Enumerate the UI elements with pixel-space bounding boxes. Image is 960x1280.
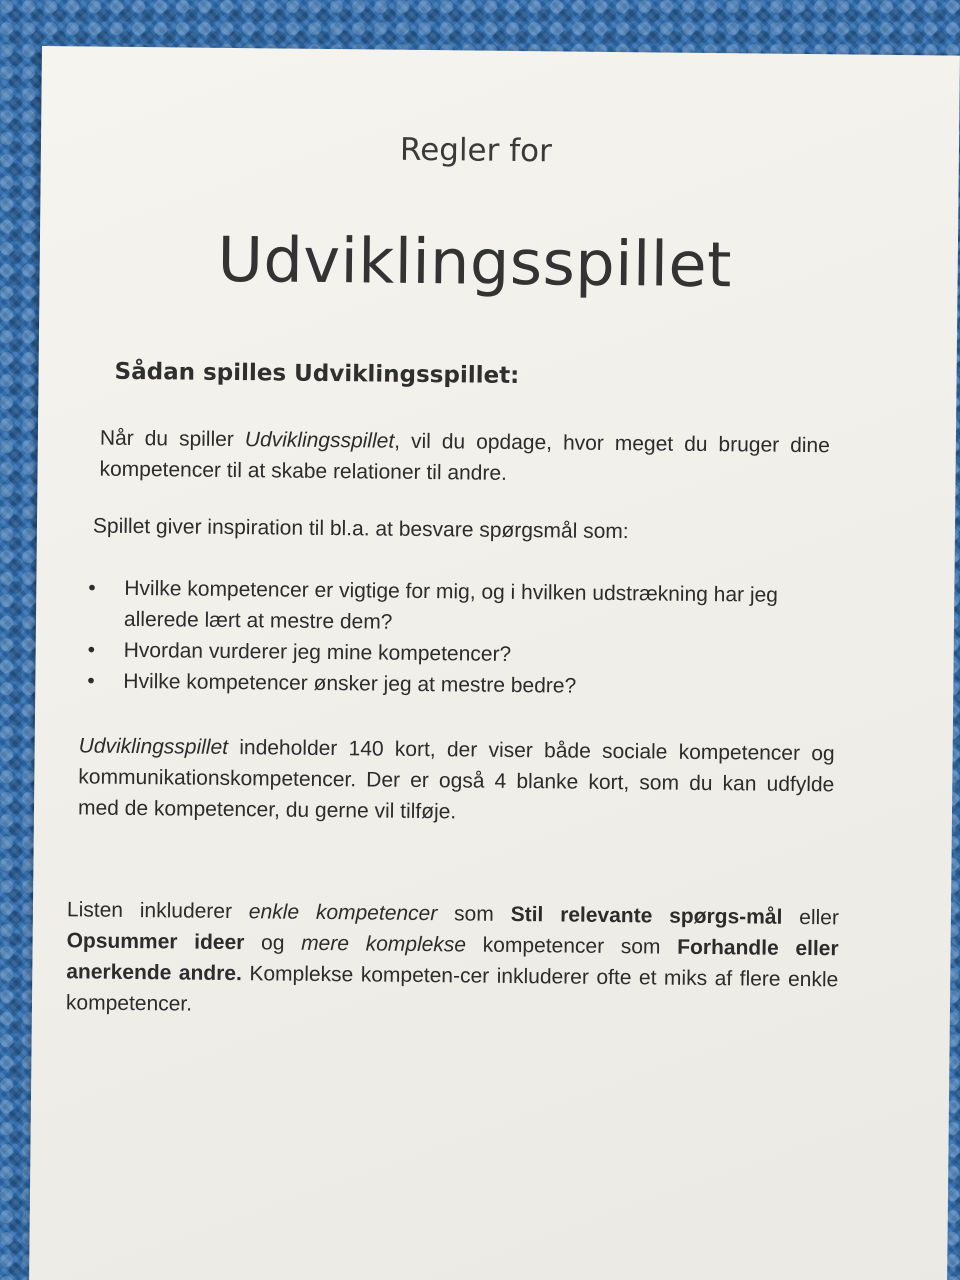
- intro-game-name: Udviklingsspillet: [244, 428, 395, 453]
- skills-paragraph: [66, 894, 839, 1026]
- intro-paragraph: [99, 423, 830, 493]
- list-item: • Hvilke kompetencer er vigtige for mig, og i hvilken udstrækning har jeg allerede lært at mestre dem?: [80, 572, 781, 641]
- skills-text-5: kompetencer som: [465, 933, 678, 959]
- document-subtitle: Regler for: [399, 131, 553, 170]
- skills-complex-label: mere komplekse: [301, 931, 467, 957]
- skills-text-1: Listen inkluderer: [66, 898, 249, 924]
- skills-text-3: eller: [782, 905, 840, 930]
- list-item: • Hvordan vurderer jeg mine kompetencer?: [80, 634, 780, 672]
- list-item: • Hvilke kompetencer ønsker jeg at mestre bedre?: [79, 665, 779, 703]
- skills-example-3: Forhandle eller anerkende andre.: [66, 935, 839, 986]
- cards-paragraph: [78, 730, 835, 831]
- inspiration-paragraph: Spillet giver inspiration til bl.a. at besvare spørgsmål som:: [92, 514, 629, 544]
- skills-example-1: Stil relevante spørgs-mål: [510, 902, 783, 929]
- skills-text-4: og: [244, 931, 302, 955]
- cards-text: indeholder 140 kort, der viser både sociale kompetencer og kommunikationskompetencer. Der er også 4 blanke kort, som du kan udfylde med de kompetencer, du gerne vil tilføje.: [77, 735, 835, 824]
- intro-text-1: Når du spiller: [99, 426, 245, 452]
- cards-game-name: Udviklingsspillet: [78, 734, 229, 759]
- question-list: [79, 572, 780, 703]
- document-title: Udviklingsspillet: [217, 222, 733, 302]
- skills-simple-label: enkle kompetencer: [248, 900, 438, 926]
- rules-sheet: [29, 46, 960, 1280]
- skills-text-6: Komplekse kompeten-cer inkluderer ofte et miks af flere enkle kompetencer.: [65, 962, 839, 1016]
- section-heading: Sådan spilles Udviklingsspillet:: [114, 358, 520, 390]
- intro-text-2: , vil du opdage, hvor meget du bruger dine kompetencer til at skabe relationer til andre.: [99, 429, 830, 485]
- skills-example-2: Opsummer ideer: [66, 929, 245, 955]
- skills-text-2: som: [437, 902, 511, 926]
